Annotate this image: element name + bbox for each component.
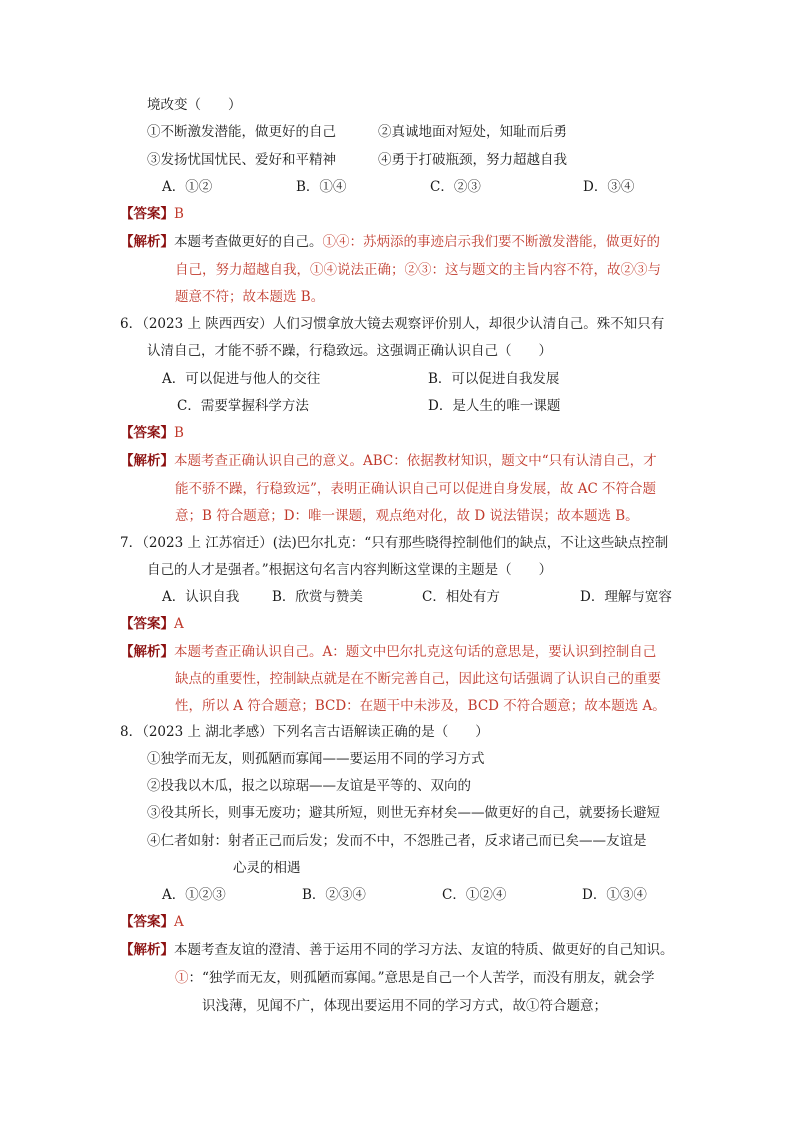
q5-option-c: C．②③ bbox=[430, 179, 481, 195]
analysis-tag: 【解析】 bbox=[120, 644, 174, 660]
q8-answer bbox=[120, 912, 184, 932]
q7-option-c: C．相处有方 bbox=[422, 589, 500, 605]
q6-option-b: B．可以促进自我发展 bbox=[428, 371, 560, 387]
q5-item-2: ②真诚地面对短处，知耻而后勇 bbox=[378, 124, 567, 140]
q8-option-c: C．①②④ bbox=[442, 887, 507, 903]
q5-stem-tail: 境改变（ ） bbox=[147, 97, 242, 113]
q7-option-d: D．理解与宽容 bbox=[580, 589, 672, 605]
answer-value: A bbox=[174, 616, 184, 632]
q8-analysis-line-1: 【解析】本题考查友谊的澄清、善于运用不同的学习方法、友谊的特质、做更好的自己知识。 bbox=[120, 942, 674, 958]
q8-analysis-line-3: 识浅薄，见闻不广，体现出要运用不同的学习方式，故①符合题意； bbox=[202, 998, 607, 1014]
q8-analysis-line-2: ①：“独学而无友，则孤陋而寡闻。”意思是自己一个人苦学，而没有朋友，就会学 bbox=[175, 970, 655, 986]
q5-analysis-line-2: 自己，努力超越自我，①④说法正确；②③：这与题文的主旨内容不符，故②③与 bbox=[175, 262, 661, 278]
q8-option-b: B．②③④ bbox=[302, 887, 366, 903]
answer-tag: 【答案】 bbox=[120, 914, 174, 930]
q5-option-a: A．①② bbox=[162, 179, 213, 195]
q7-answer bbox=[120, 614, 184, 634]
answer-tag: 【答案】 bbox=[120, 206, 174, 222]
q8-item-4-cont: 心灵的相遇 bbox=[233, 860, 301, 876]
q6-option-d: D．是人生的唯一课题 bbox=[428, 398, 561, 414]
q6-stem-line-2: 认清自己，才能不骄不躁，行稳致远。这强调正确认识自己（ ） bbox=[147, 343, 552, 359]
q5-item-1: ①不断激发潜能，做更好的自己 bbox=[147, 124, 336, 140]
q6-option-c: C．需要掌握科学方法 bbox=[177, 398, 309, 414]
q5-analysis-line-1: 【解析】本题考查做更好的自己。①④：苏炳添的事迹启示我们要不断激发潜能，做更好的 bbox=[120, 234, 660, 250]
q5-item-4: ④勇于打破瓶颈，努力超越自我 bbox=[378, 152, 567, 168]
q8-item-1: ①独学而无友，则孤陋而寡闻——要运用不同的学习方式 bbox=[147, 751, 485, 767]
q5-item-3: ③发扬忧国忧民、爱好和平精神 bbox=[147, 152, 336, 168]
q8-item-4: ④仁者如射：射者正己而后发；发而不中，不怨胜己者，反求诸己而已矣——友谊是 bbox=[147, 833, 647, 849]
q7-analysis-line-2: 缺点的重要性，控制缺点就是在不断完善自己，因此这句话强调了认识自己的重要 bbox=[175, 671, 661, 687]
q6-option-a: A．可以促进与他人的交往 bbox=[162, 371, 321, 387]
q7-analysis-line-1: 【解析】本题考查正确认识自己。A：题文中巴尔扎克这句话的意思是，要认识到控制自己 bbox=[120, 644, 657, 660]
q7-stem-line-1: 7．（2023 上 江苏宿迁）(法)巴尔扎克：“只有那些晓得控制他们的缺点，不让这些缺点控制 bbox=[120, 535, 669, 551]
answer-tag: 【答案】 bbox=[120, 616, 174, 632]
analysis-tag: 【解析】 bbox=[120, 453, 174, 469]
q8-option-a: A．①②③ bbox=[162, 887, 226, 903]
q8-stem-line-1: 8．（2023 上 湖北孝感）下列名言古语解读正确的是（ ） bbox=[120, 724, 489, 740]
q7-option-a: A．认识自我 bbox=[162, 589, 240, 605]
q6-analysis-line-2: 能不骄不躁，行稳致远”，表明正确认识自己可以促进自身发展，故 AC 不符合题 bbox=[175, 481, 657, 497]
q6-analysis-line-1: 【解析】本题考查正确认识自己的意义。ABC：依据教材知识，题文中“只有认清自己，才 bbox=[120, 453, 657, 469]
q7-analysis-line-3: 性，所以 A 符合题意；BCD：在题干中未涉及，BCD 不符合题意；故本题选 A。 bbox=[175, 698, 666, 714]
answer-value: A bbox=[174, 914, 184, 930]
q5-analysis-line-3: 题意不符；故本题选 B。 bbox=[175, 289, 325, 305]
answer-value: B bbox=[174, 425, 184, 441]
q6-stem-line-1: 6．（2023 上 陕西西安）人们习惯拿放大镜去观察评价别人，却很少认清自己。殊不知只有 bbox=[120, 316, 665, 332]
q5-answer bbox=[120, 204, 184, 224]
analysis-tag: 【解析】 bbox=[120, 942, 174, 958]
analysis-tag: 【解析】 bbox=[120, 234, 174, 250]
q6-analysis-line-3: 意；B 符合题意；D：唯一课题，观点绝对化，故 D 说法错误；故本题选 B。 bbox=[175, 508, 639, 524]
q8-item-3: ③役其所长，则事无废功；避其所短，则世无弃材矣——做更好的自己，就要扬长避短 bbox=[147, 805, 660, 821]
q6-answer bbox=[120, 423, 184, 443]
q7-option-b: B．欣赏与赞美 bbox=[272, 589, 363, 605]
q7-stem-line-2: 自己的人才是强者。”根据这句名言内容判断这堂课的主题是（ ） bbox=[147, 562, 553, 578]
q8-item-2: ②投我以木瓜，报之以琼琚——友谊是平等的、双向的 bbox=[147, 778, 471, 794]
answer-value: B bbox=[174, 206, 184, 222]
q5-option-b: B．①④ bbox=[296, 179, 347, 195]
answer-tag: 【答案】 bbox=[120, 425, 174, 441]
q5-option-d: D．③④ bbox=[583, 179, 635, 195]
q8-option-d: D．①③④ bbox=[582, 887, 647, 903]
